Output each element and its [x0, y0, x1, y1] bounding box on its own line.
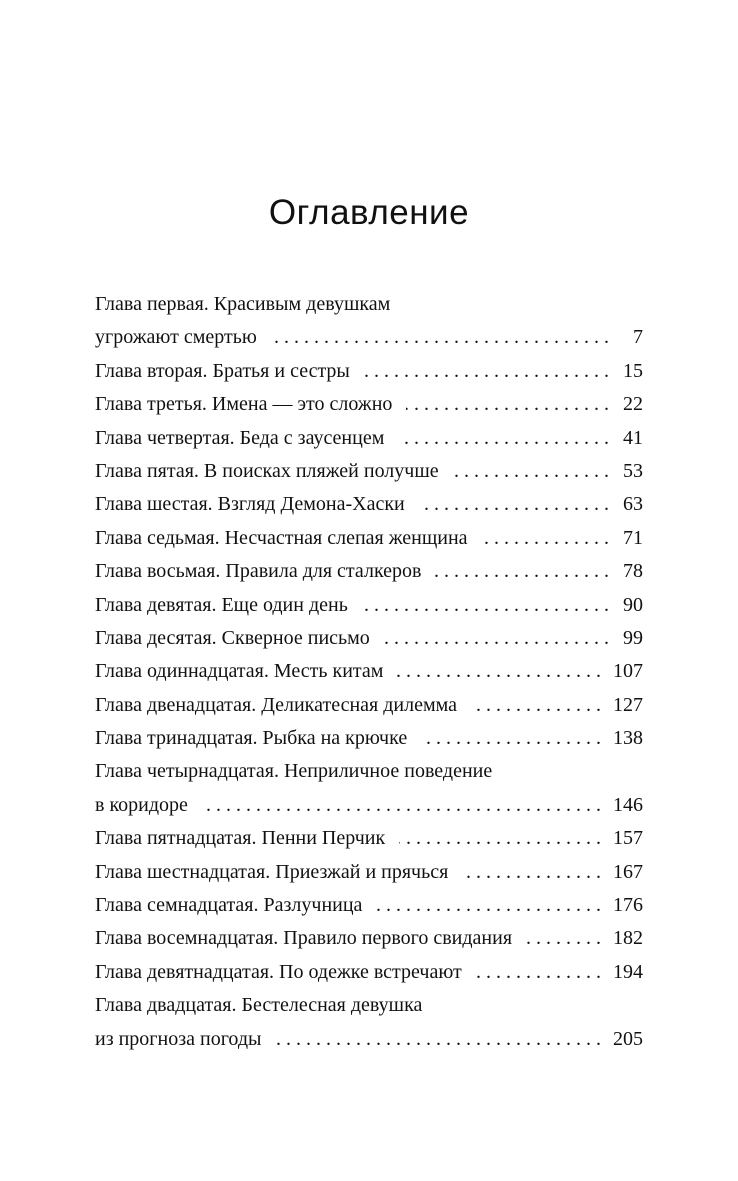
- dot-leader: [435, 555, 609, 588]
- toc-entry-last-line: [95, 422, 643, 455]
- dot-leader: [419, 488, 609, 521]
- dot-leader: [476, 956, 601, 989]
- toc-entry-last-line: [95, 655, 643, 688]
- dot-leader: [399, 822, 601, 855]
- chapter-title-text: Глава седьмая. Несчастная слепая женщина: [95, 526, 468, 549]
- toc-entry-last-line: [95, 388, 643, 421]
- toc-entry-last-line: [95, 321, 643, 354]
- toc-entry-last-line: [95, 789, 643, 822]
- chapter-title-text: Глава девятнадцатая. По одежке встречают: [95, 960, 462, 983]
- page-number: 7: [633, 326, 643, 349]
- toc-entry: [95, 922, 643, 955]
- toc-entry: [95, 689, 643, 722]
- toc-entry: [95, 889, 643, 922]
- toc-entry: [95, 355, 643, 388]
- chapter-title-text: Глава четырнадцатая. Неприличное поведение: [95, 760, 493, 783]
- toc-entry: [95, 488, 643, 521]
- chapter-title-text: Глава двадцатая. Бестелесная девушка: [95, 994, 423, 1017]
- toc-entry-last-line: [95, 455, 643, 488]
- toc-entry: [95, 989, 643, 1056]
- page-number: 53: [623, 459, 643, 482]
- dot-leader: [362, 589, 609, 622]
- toc-entry-line: [95, 288, 643, 321]
- toc-entry-last-line: [95, 589, 643, 622]
- toc-entry: [95, 288, 643, 355]
- page-number: 15: [623, 359, 643, 382]
- chapter-title-text: Глава двенадцатая. Деликатесная дилемма: [95, 693, 458, 716]
- dot-leader: [406, 388, 609, 421]
- toc-entry: [95, 455, 643, 488]
- dot-leader: [202, 789, 601, 822]
- chapter-title-text: из прогноза погоды: [95, 1027, 262, 1050]
- table-of-contents: [95, 288, 643, 1056]
- toc-entry-last-line: [95, 689, 643, 722]
- toc-entry: [95, 622, 643, 655]
- page-number: 99: [623, 626, 643, 649]
- toc-entry-last-line: [95, 922, 643, 955]
- page-number: 146: [613, 793, 643, 816]
- chapter-title-text: Глава одиннадцатая. Месть китам: [95, 660, 384, 683]
- toc-entry: [95, 655, 643, 688]
- page-title: Оглавление: [268, 193, 470, 232]
- page-number: 157: [613, 827, 643, 850]
- toc-entry: [95, 589, 643, 622]
- page-number: 41: [623, 426, 643, 449]
- toc-entry: [95, 956, 643, 989]
- chapter-title-text: Глава восьмая. Правила для сталкеров: [95, 560, 422, 583]
- toc-entry-line: [95, 989, 643, 1022]
- chapter-title-text: Глава шестнадцатая. Приезжай и прячься: [95, 860, 449, 883]
- chapter-title-text: Глава третья. Имена — это сложно: [95, 393, 393, 416]
- page-number: 71: [623, 526, 643, 549]
- page-number: 22: [623, 393, 643, 416]
- page-number: 138: [613, 727, 643, 750]
- dot-leader: [421, 722, 601, 755]
- toc-entry: [95, 555, 643, 588]
- chapter-title-text: Глава шестая. Взгляд Демона-Хаски: [95, 493, 405, 516]
- toc-entry-line: [95, 755, 643, 788]
- dot-leader: [453, 455, 609, 488]
- toc-entry: [95, 422, 643, 455]
- toc-entry-last-line: [95, 355, 643, 388]
- toc-entry: [95, 388, 643, 421]
- toc-entry-last-line: [95, 956, 643, 989]
- chapter-title-text: Глава девятая. Еще один день: [95, 593, 348, 616]
- chapter-title-text: угрожают смертью: [95, 326, 257, 349]
- chapter-title-text: Глава пятая. В поисках пляжей получше: [95, 459, 439, 482]
- page-number: 90: [623, 593, 643, 616]
- page-number: 127: [613, 693, 643, 716]
- dot-leader: [462, 856, 601, 889]
- page-number: 107: [613, 660, 643, 683]
- dot-leader: [275, 1023, 601, 1056]
- toc-entry-last-line: [95, 555, 643, 588]
- dot-leader: [376, 889, 601, 922]
- toc-entry: [95, 722, 643, 755]
- toc-entry: [95, 856, 643, 889]
- toc-entry: [95, 755, 643, 822]
- toc-entry-last-line: [95, 488, 643, 521]
- chapter-title-text: в коридоре: [95, 793, 188, 816]
- page-number: 167: [613, 860, 643, 883]
- toc-entry-last-line: [95, 822, 643, 855]
- dot-leader: [397, 655, 601, 688]
- chapter-title-text: Глава тринадцатая. Рыбка на крючке: [95, 727, 408, 750]
- chapter-title-text: Глава десятая. Скверное письмо: [95, 626, 370, 649]
- chapter-title-text: Глава четвертая. Беда с заусенцем: [95, 426, 385, 449]
- toc-entry-last-line: [95, 1023, 643, 1056]
- toc-entry-last-line: [95, 856, 643, 889]
- toc-entry-last-line: [95, 722, 643, 755]
- page-number: 78: [623, 560, 643, 583]
- page-number: 205: [613, 1027, 643, 1050]
- chapter-title-text: Глава восемнадцатая. Правило первого свидания: [95, 927, 513, 950]
- toc-entry-last-line: [95, 889, 643, 922]
- dot-leader: [482, 522, 609, 555]
- page-number: 182: [613, 927, 643, 950]
- chapter-title-text: Глава вторая. Братья и сестры: [95, 359, 350, 382]
- dot-leader: [471, 689, 601, 722]
- toc-entry-last-line: [95, 522, 643, 555]
- toc-entry-last-line: [95, 622, 643, 655]
- dot-leader: [526, 922, 601, 955]
- toc-entry: [95, 522, 643, 555]
- page-number: 194: [613, 960, 643, 983]
- page-number: 63: [623, 493, 643, 516]
- dot-leader: [384, 622, 609, 655]
- dot-leader: [271, 321, 609, 354]
- chapter-title-text: Глава семнадцатая. Разлучница: [95, 894, 363, 917]
- page-number: 176: [613, 894, 643, 917]
- dot-leader: [364, 355, 609, 388]
- chapter-title-text: Глава пятнадцатая. Пенни Перчик: [95, 827, 386, 850]
- dot-leader: [398, 422, 609, 455]
- chapter-title-text: Глава первая. Красивым девушкам: [95, 293, 391, 315]
- toc-entry: [95, 822, 643, 855]
